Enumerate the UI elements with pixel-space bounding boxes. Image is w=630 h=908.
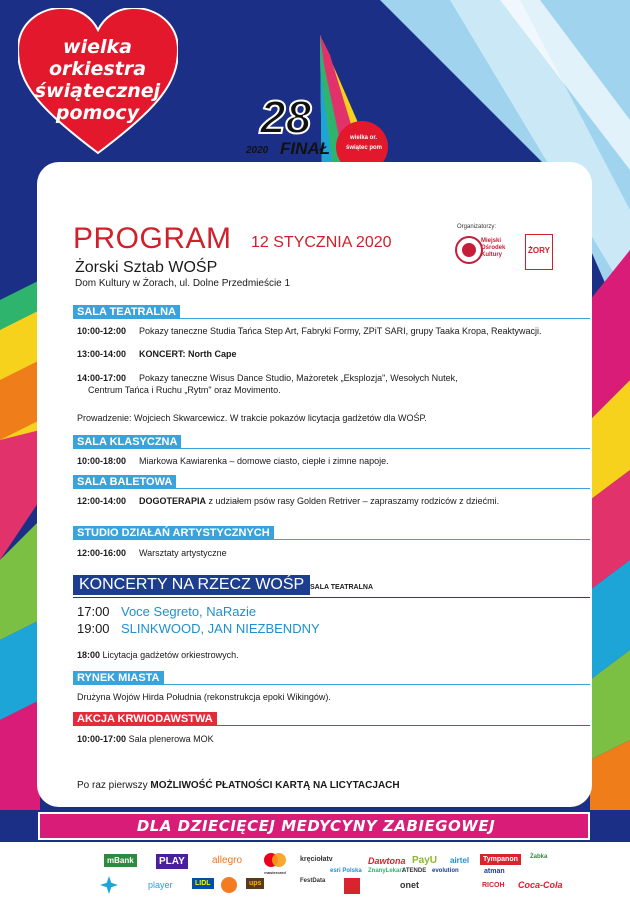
section-krwiodawstwo: AKCJA KRWIODAWSTWA	[73, 712, 217, 726]
koncerty-venue: SALA TEATRALNA	[310, 584, 373, 591]
sponsor-square-icon	[344, 878, 360, 896]
heart-logo-text	[30, 36, 165, 124]
subtitle: Żorski Sztab WOŚP	[75, 259, 218, 276]
event-text: Sala plenerowa MOK	[128, 734, 214, 744]
event-time: 12:00-14:00	[77, 496, 127, 506]
final-number: 28	[260, 91, 312, 143]
sponsor-ups: ups	[246, 878, 264, 889]
event-text	[139, 496, 499, 506]
sail-text-1: wielka or.	[350, 135, 378, 141]
event-text: KONCERT: North Cape	[139, 349, 237, 359]
final-word: FINAŁ	[280, 139, 331, 158]
section-sala-klasyczna: SALA KLASYCZNA	[73, 435, 181, 449]
event-text-bold: DOGOTERAPIA	[139, 496, 207, 506]
zory-logo	[525, 234, 553, 270]
auction-text: Licytacja gadżetów orkiestrowych.	[102, 650, 239, 660]
concert-time: 17:00	[77, 604, 110, 619]
sponsor-cocacola: Coca-Cola	[518, 880, 563, 890]
sail-text-2: świątec pom	[346, 145, 383, 151]
event-time: 13:00-14:00	[77, 349, 127, 359]
sponsor-zabka: Żabka	[530, 854, 548, 860]
sponsor-mastercard-label: mastercard	[264, 870, 286, 875]
heart-line-3: pomocy	[55, 102, 140, 124]
sponsor-kreciola: kręciołatv	[300, 856, 333, 863]
sponsor-dawtona: Dawtona	[368, 856, 406, 866]
heart-line-2: świątecznej	[34, 80, 161, 102]
event-text-continued: Centrum Tańca i Ruchu „Rytm" oraz Movimento.	[88, 385, 281, 395]
section-divider	[73, 539, 590, 540]
event-date: 12 STYCZNIA 2020	[251, 234, 392, 251]
sponsor-lidl: LIDL	[192, 878, 214, 889]
sponsor-esri: esri Polska	[330, 868, 362, 874]
section-rynek: RYNEK MIASTA	[73, 671, 164, 685]
address: Dom Kultury w Żorach, ul. Dolne Przedmieście 1	[75, 278, 291, 289]
auction-row	[77, 650, 239, 660]
sponsor-atman: atman	[484, 868, 505, 875]
payment-note-prefix: Po raz pierwszy	[77, 780, 151, 791]
mok-line-2: Ośrodek	[481, 245, 506, 251]
banner-text: DLA DZIECIĘCEJ MEDYCYNY ZABIEGOWEJ	[136, 817, 496, 835]
sponsor-play: PLAY	[156, 854, 188, 869]
event-row	[77, 548, 227, 558]
section-divider	[73, 684, 590, 685]
auction-time: 18:00	[77, 650, 101, 660]
sponsor-airtel: airtel	[450, 856, 470, 865]
event-text: Miarkowa Kawiarenka – domowe ciasto, ciepłe i zimne napoje.	[139, 456, 389, 466]
sponsor-festdata: FestData	[300, 878, 326, 884]
event-text-rest: z udziałem psów rasy Golden Retriver – zapraszamy rodziców z dziećmi.	[206, 496, 500, 506]
section-divider	[73, 318, 590, 319]
sponsor-tympanon: Tympanon	[480, 854, 521, 865]
sponsor-allegro: allegro	[212, 855, 243, 866]
concert-time: 19:00	[77, 621, 110, 636]
event-text: Drużyna Wojów Hirda Południa (rekonstrukcja epoki Wikingów).	[77, 692, 331, 702]
event-row	[77, 373, 458, 383]
host-note: Prowadzenie: Wojciech Skwarcewicz. W trakcie pokazów licytacja gadżetów dla WOŚP.	[77, 413, 427, 423]
event-time: 10:00-18:00	[77, 456, 127, 466]
organizers-label: Organizatorzy:	[457, 224, 497, 230]
mok-line-3: Kultury	[481, 252, 502, 258]
payment-note	[77, 780, 400, 791]
sponsor-windmill-icon	[100, 876, 118, 896]
concert-row	[77, 621, 320, 636]
bottom-banner	[38, 812, 590, 840]
sponsor-player: player	[148, 880, 173, 890]
sponsor-onet: onet	[400, 880, 419, 890]
event-time: 10:00-17:00	[77, 734, 127, 744]
concert-row	[77, 604, 257, 619]
sponsor-payu: PayU	[412, 855, 438, 866]
mok-line-1: Miejski	[481, 238, 502, 244]
sponsor-evolution: evolution	[432, 868, 459, 874]
sponsor-mastercard	[262, 852, 288, 875]
section-divider	[73, 488, 590, 489]
sponsor-sun-icon	[220, 876, 238, 896]
payment-note-bold: MOŻLIWOŚĆ PŁATNOŚCI KARTĄ NA LICYTACJACH	[150, 780, 400, 791]
sponsor-znanylekarz: ZnanyLekarz	[368, 868, 405, 874]
sponsor-ricoh: RICOH	[482, 882, 505, 889]
event-row	[77, 456, 389, 466]
concert-act: SLINKWOOD, JAN NIEZBENDNY	[121, 621, 320, 636]
section-studio: STUDIO DZIAŁAŃ ARTYSTYCZNYCH	[73, 526, 274, 540]
sponsors-bar	[0, 842, 630, 908]
section-sala-baletowa: SALA BALETOWA	[73, 475, 176, 489]
event-text: Pokazy taneczne Studia Tańca Step Art, Fabryki Formy, ZPiT SARI, grupy Taaka Kropa, Reaktywacji.	[139, 326, 542, 336]
concert-act: Voce Segreto, NaRazie	[121, 604, 257, 619]
event-row	[77, 326, 542, 336]
page-title: PROGRAM	[73, 222, 232, 255]
event-time: 10:00-12:00	[77, 326, 127, 336]
final-year: 2020	[246, 145, 269, 156]
event-text: Pokazy taneczne Wisus Dance Studio, Mażoretek „Eksplozja", Wesołych Nutek,	[139, 373, 458, 383]
zory-logo-text: ŻORY	[528, 246, 550, 255]
section-sala-teatralna: SALA TEATRALNA	[73, 305, 180, 319]
event-row	[77, 496, 500, 506]
section-divider	[73, 597, 590, 598]
section-divider	[73, 725, 590, 726]
event-row	[77, 349, 237, 359]
event-time: 12:00-16:00	[77, 548, 127, 558]
section-koncerty: KONCERTY NA RZECZ WOŚP	[73, 575, 310, 595]
sponsor-mbank: mBank	[104, 854, 137, 867]
section-divider	[73, 448, 590, 449]
event-time: 14:00-17:00	[77, 373, 127, 383]
heart-line-1: wielka orkiestra	[48, 36, 147, 80]
mok-logo-text	[481, 238, 505, 259]
event-row	[77, 734, 214, 744]
mastercard-icon	[262, 852, 288, 868]
sponsor-atende: ATENDE	[402, 868, 427, 874]
event-text: Warsztaty artystyczne	[139, 548, 227, 558]
